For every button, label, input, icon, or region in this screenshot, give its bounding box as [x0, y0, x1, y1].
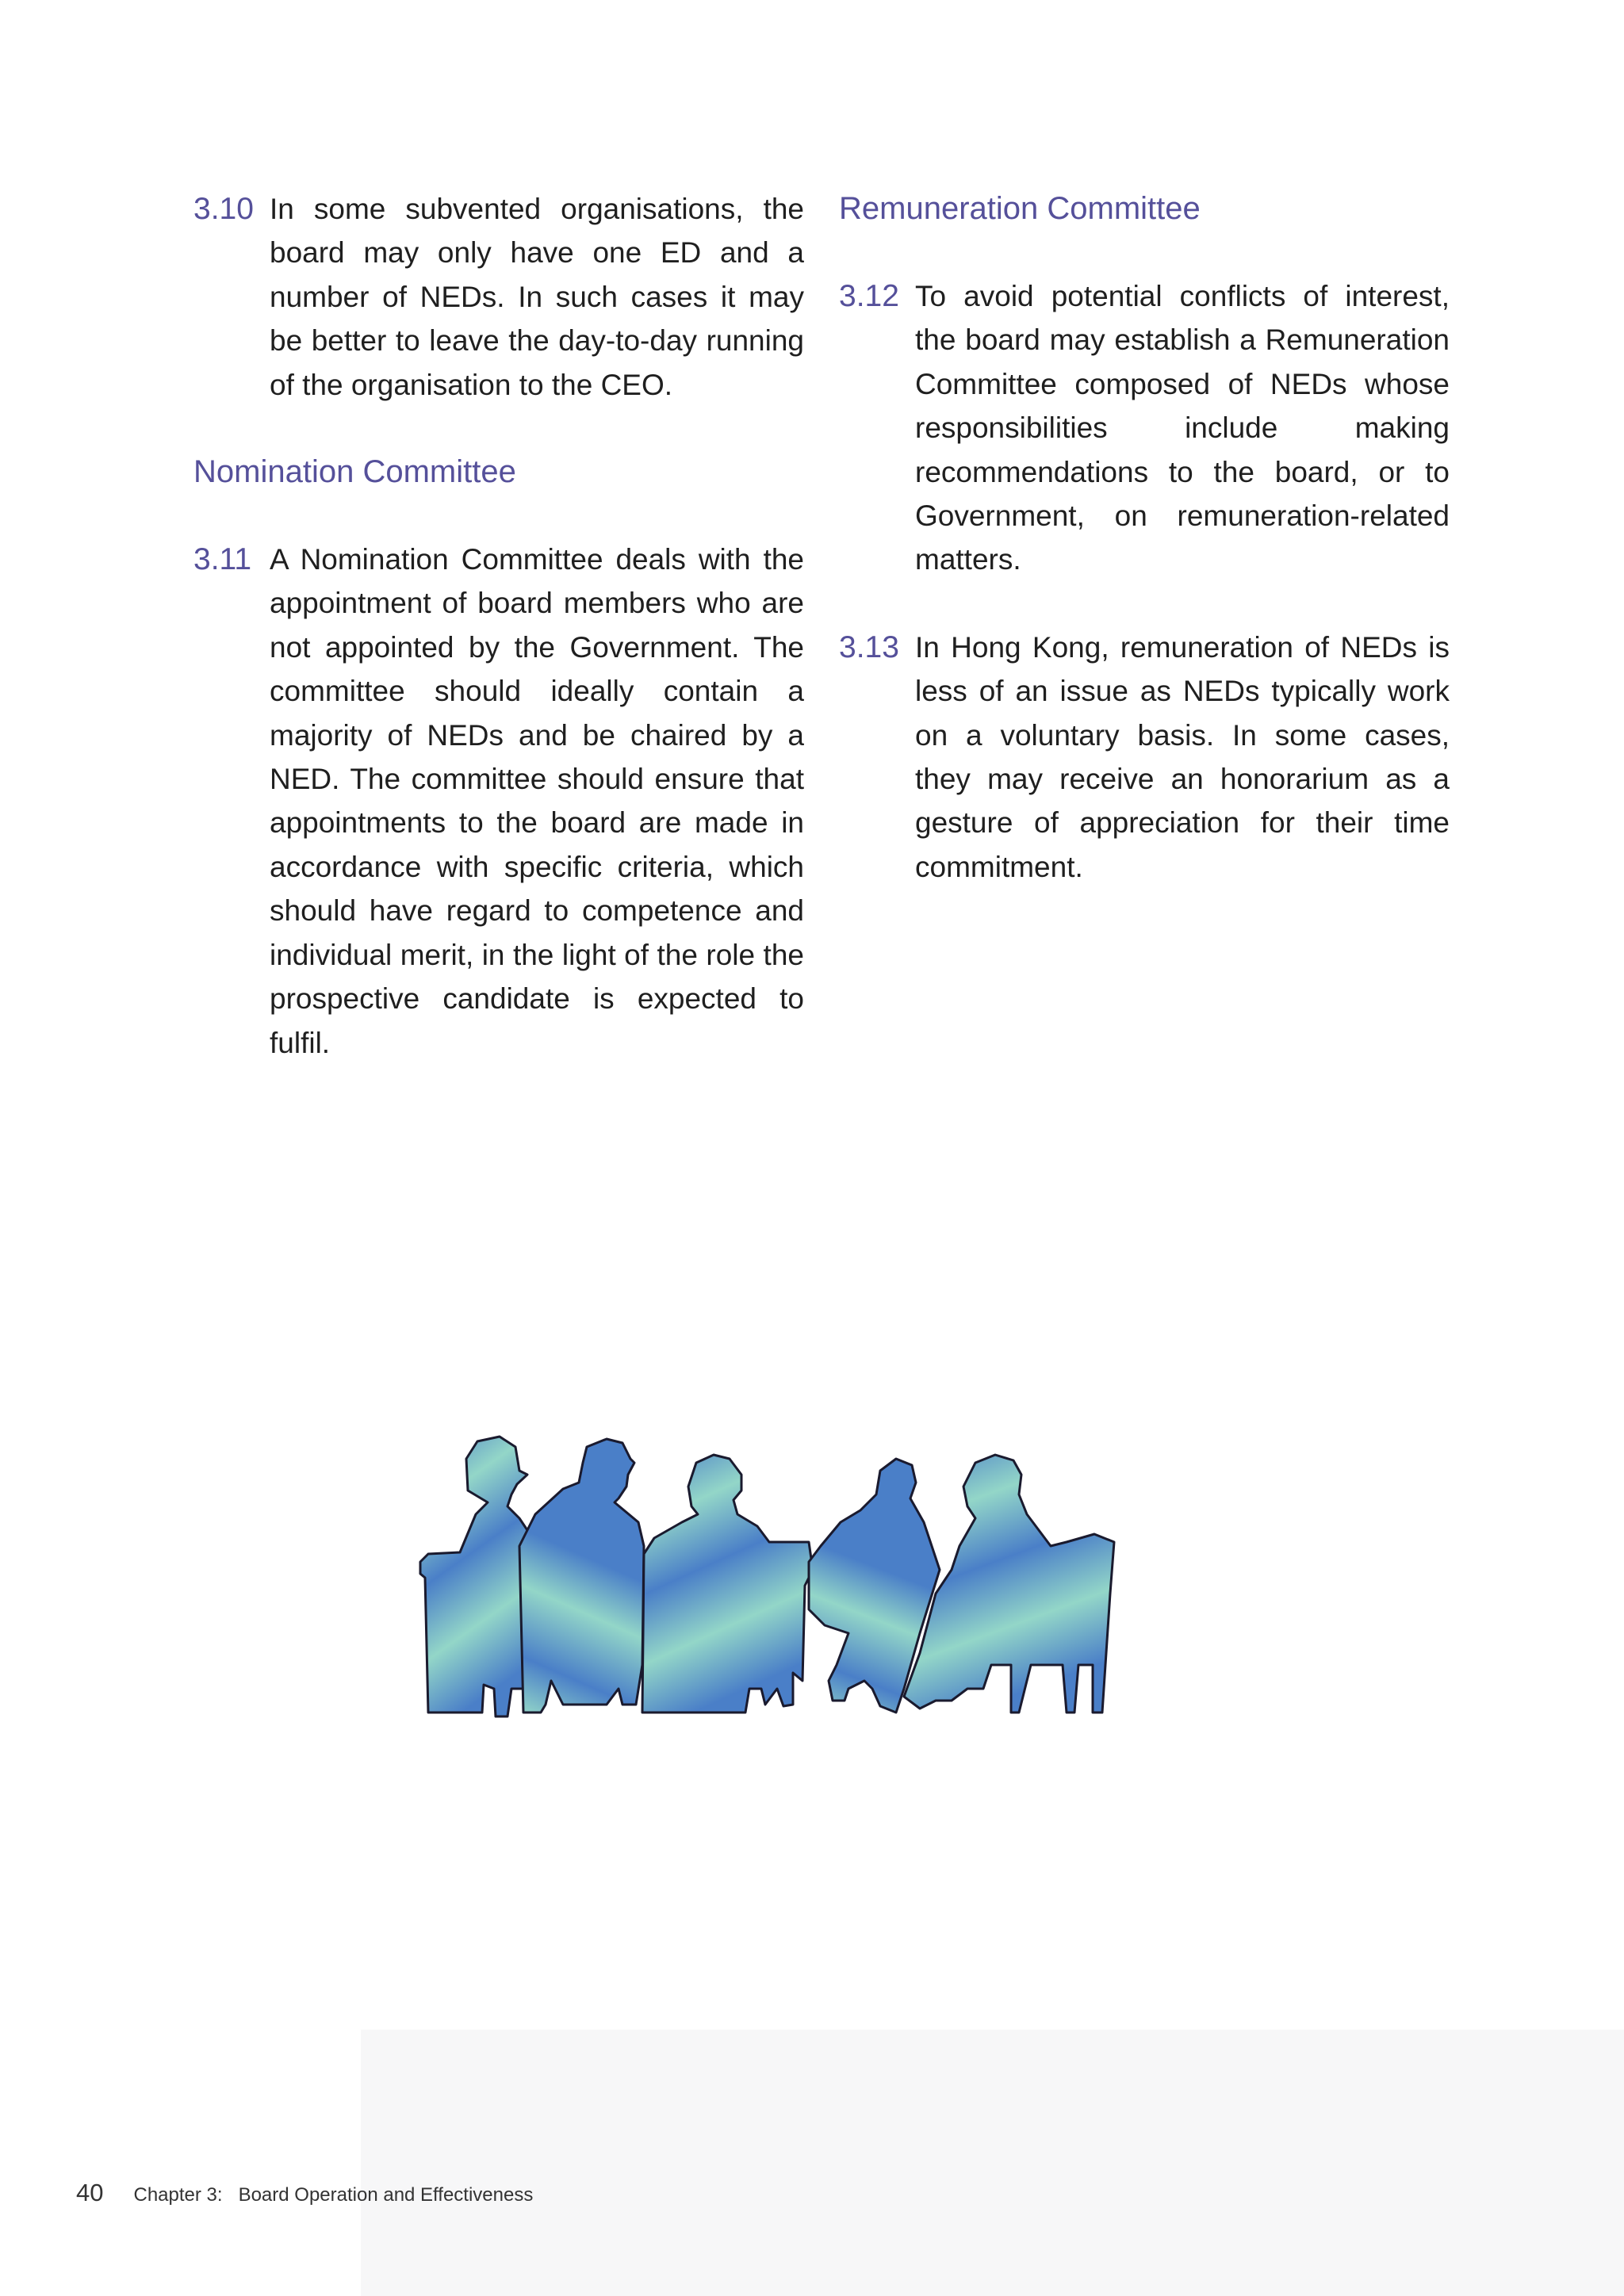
paragraph-number: 3.10: [193, 192, 254, 226]
silhouette-person-3: [642, 1455, 813, 1712]
paragraph-3-13: [839, 626, 1450, 889]
paragraph-text: In some subvented organisations, the board may only have one ED and a number of NEDs. In such cases it may be better to leave the day-to-day running of the organisation to the CEO.: [270, 193, 804, 401]
page-footer: [76, 2179, 533, 2207]
paragraph-3-11: [193, 538, 804, 1065]
nomination-committee-heading: Nomination Committee: [193, 454, 516, 490]
paragraph-3-10: [193, 187, 804, 407]
paragraph-text: A Nomination Committee deals with the appointment of board members who are not appointed by the Government. The committee should ideally contain a majority of NEDs and be chaired by a NED. The committee should ensure that appointments to the board are made in accordance with specific criteria, which should have regard to competence and individual merit, in the light of the role the prospective candidate is expected to fulfil.: [270, 543, 804, 1059]
remuneration-committee-heading: Remuneration Committee: [839, 191, 1201, 226]
right-column: [839, 187, 1450, 932]
chapter-label: Chapter 3:: [133, 2184, 223, 2206]
left-column: [193, 187, 804, 1108]
page-background-tint: [361, 2030, 1624, 2296]
paragraph-number: 3.13: [839, 629, 899, 664]
paragraph-3-12: [839, 274, 1450, 582]
paragraph-text: To avoid potential conflicts of interest, the board may establish a Remuneration Committee composed of NEDs whose responsibilities include making recommendations to the board, or to Government, on remuneration-related matters.: [915, 280, 1450, 576]
page-number: 40: [76, 2179, 104, 2206]
meeting-silhouettes-icon: [349, 1427, 1237, 1855]
paragraph-number: 3.12: [839, 279, 899, 313]
silhouette-person-2: [519, 1439, 644, 1712]
paragraph-number: 3.11: [193, 542, 252, 577]
paragraph-text: In Hong Kong, remuneration of NEDs is less of an issue as NEDs typically work on a voluntary basis. In some cases, they may receive an honorarium as a gesture of appreciation for their time commitment.: [915, 630, 1450, 883]
chapter-title: Board Operation and Effectiveness: [238, 2184, 534, 2206]
